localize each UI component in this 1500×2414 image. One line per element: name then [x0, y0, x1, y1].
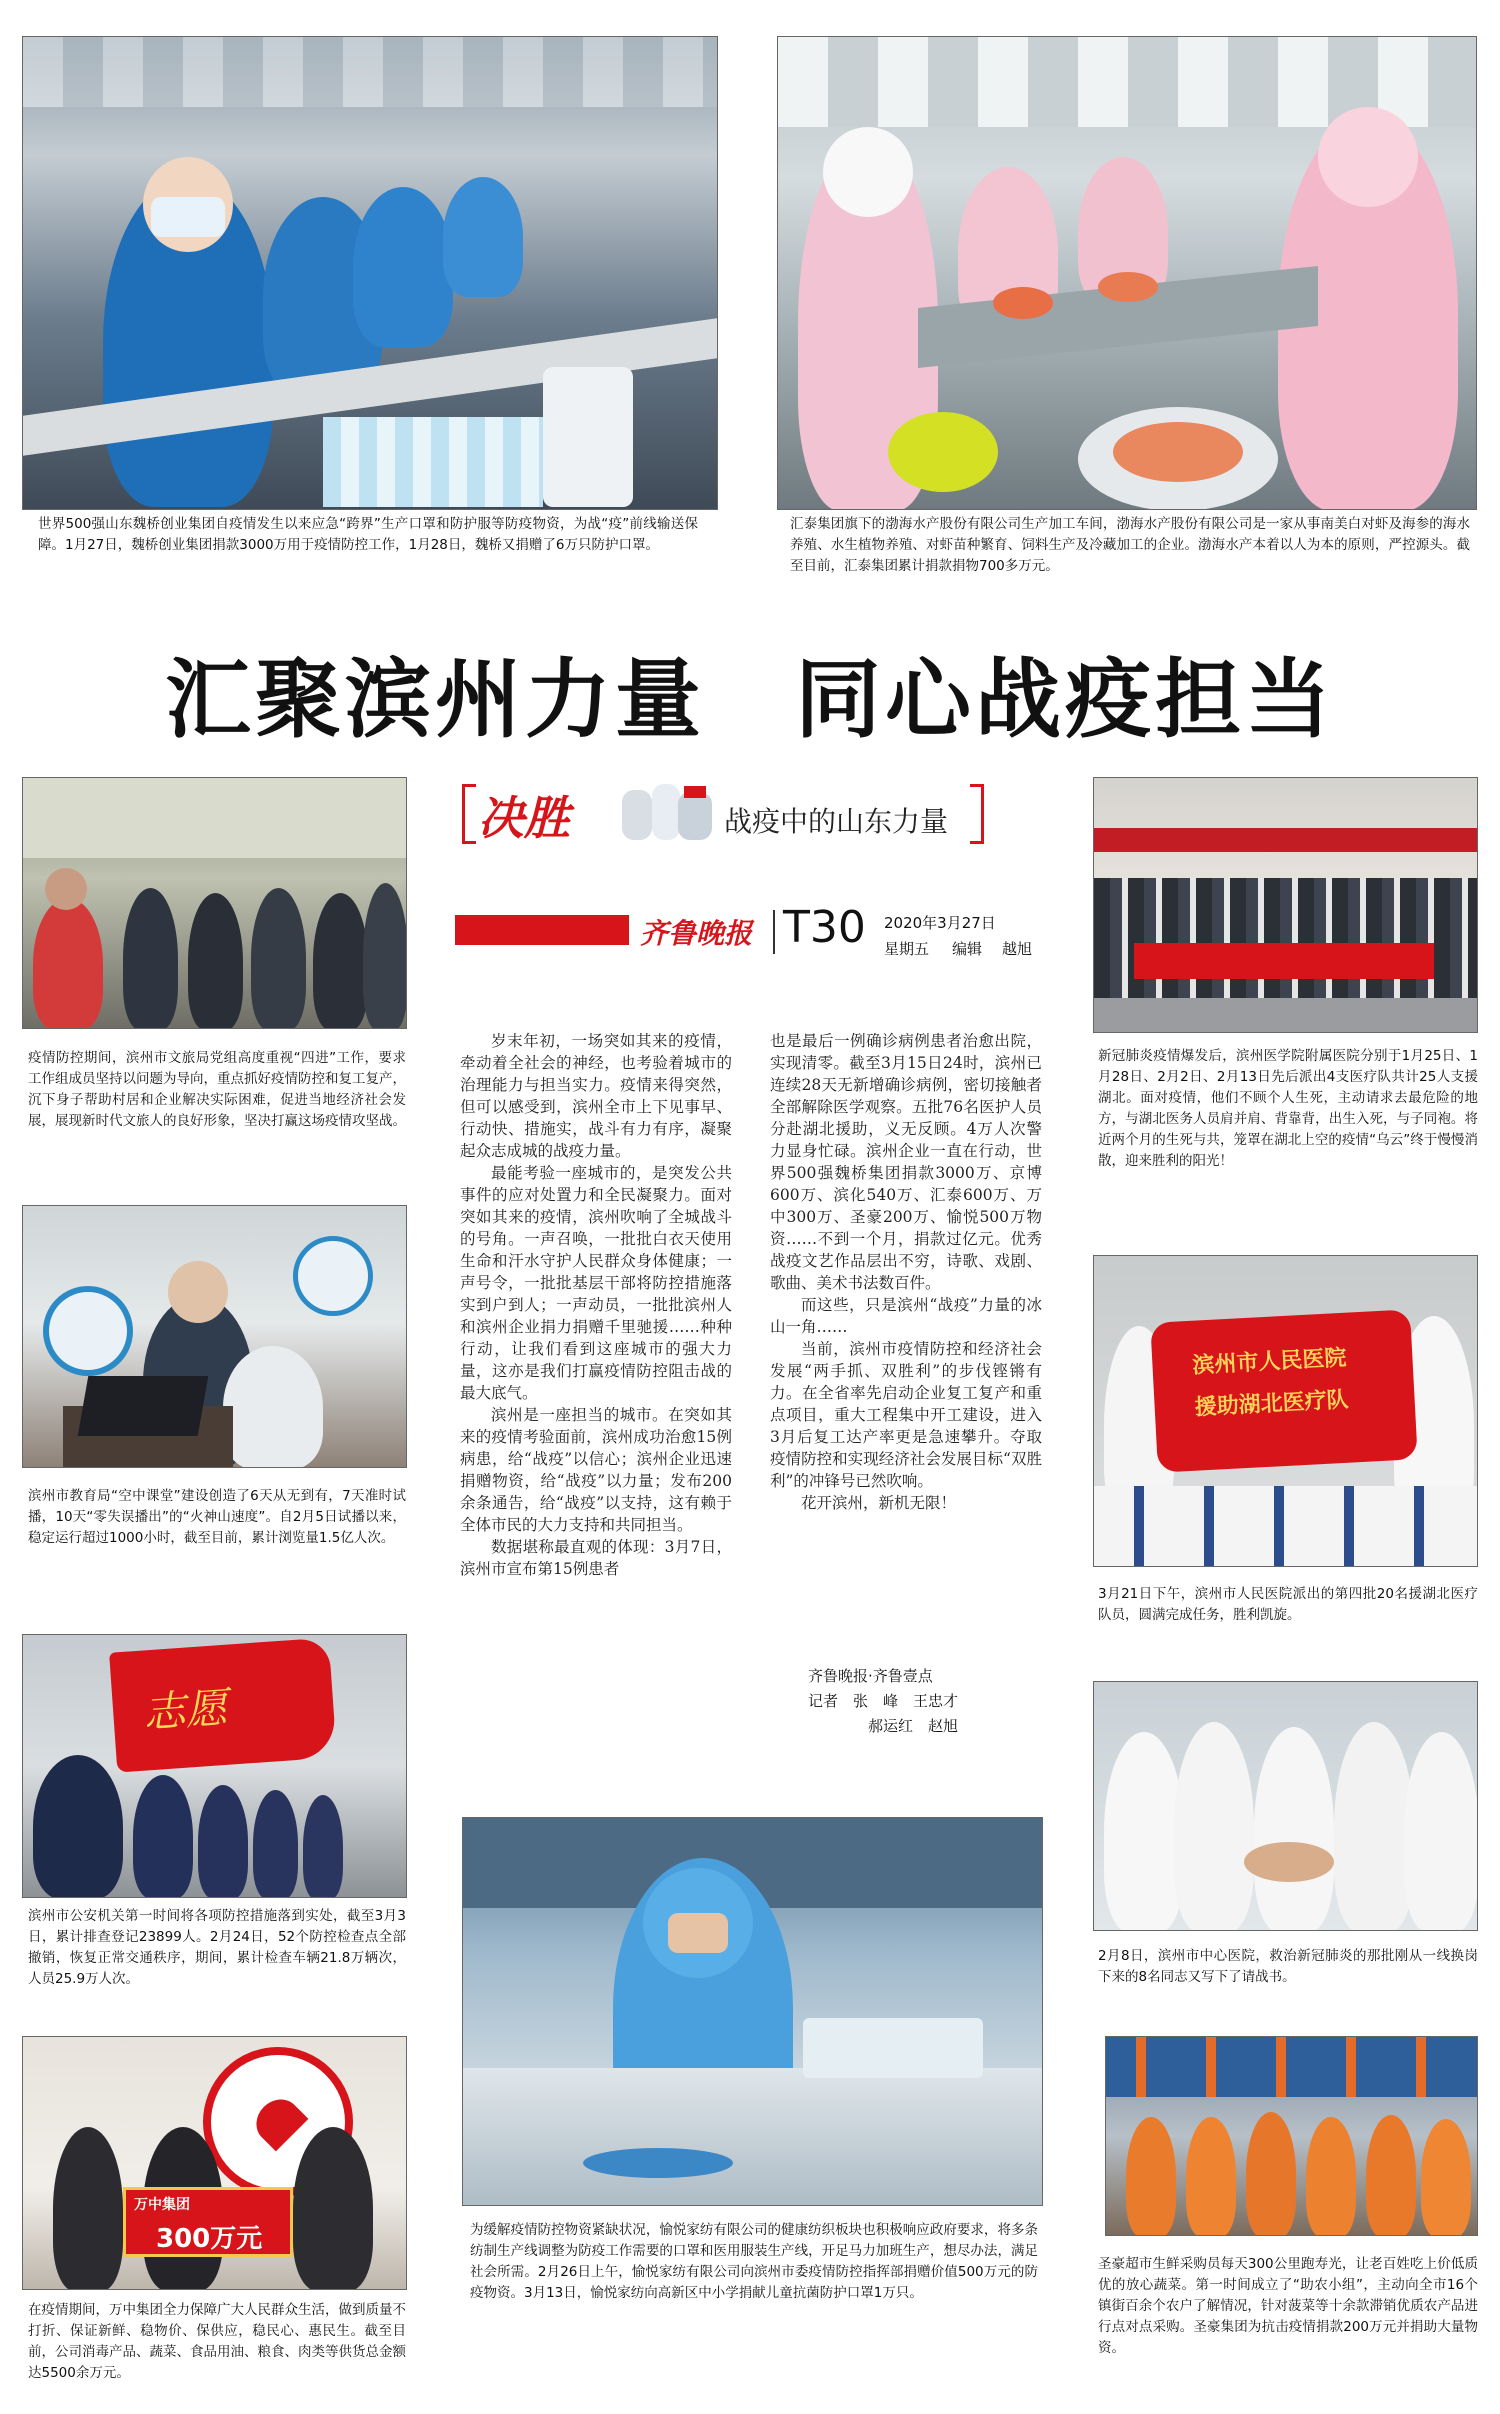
article-column-2 — [770, 1030, 1042, 1514]
photo-supermarket-staff — [1105, 2036, 1478, 2236]
photo-culture-bureau — [22, 777, 407, 1029]
masthead-divider — [773, 910, 775, 954]
photo-shrimp-processing — [777, 36, 1477, 510]
photo-cleanroom-worker — [462, 1817, 1043, 2206]
photo-mask-factory — [22, 36, 718, 510]
paper-name: 齐鲁晚报 — [640, 917, 753, 950]
banner-hospital-line2: 援助湖北医疗队 — [1194, 1387, 1350, 1421]
editor-label: 编辑 — [952, 940, 983, 958]
article-paragraph: 当前，滨州市疫情防控和经济社会发展“两手抓、双胜利”的步伐铿锵有力。在全省率先启动企业复工复产和重点项目，重大工程集中开工建设，进入3月后复工达产率更是急速攀升。夺取疫情防控和实现经济社会发展目标“双胜利”的冲锋号已然吹响。 — [770, 1340, 1042, 1490]
byline-reporters-2: 郝运红 赵旭 — [868, 1717, 959, 1735]
photo-police-volunteers — [22, 1634, 407, 1898]
caption-top-right: 汇泰集团旗下的渤海水产股份有限公司生产加工车间，渤海水产股份有限公司是一家从事南美白对虾及海参的海水养殖、水生植物养殖、对虾苗种繁育、饲料生产及冷藏加工的企业。渤海水产本着以人为本的原则，严控源头。截至目前，汇泰集团累计捐款捐物700多万元。 — [790, 516, 1470, 574]
article-paragraph: 最能考验一座城市的，是突发公共事件的应对处置力和全民凝聚力。面对突如其来的疫情，滨州吹响了全城战斗的号角。一声召唤，一批批白衣天使用生命和汗水守护人民群众身体健康；一声号令，一批批基层干部将防控措施落实到户到人；一声动员，一批批滨州人和滨州企业捐力捐赠千里驰援……种种行动，让我们看到这座城市的强大力量，这亦是我们打赢疫情防控阻击战的最大底气。 — [460, 1164, 732, 1402]
article-paragraph: 数据堪称最直观的体现：3月7日，滨州市宣布第15例患者 — [460, 1538, 732, 1578]
caption-left-1: 疫情防控期间，滨州市文旅局党组高度重视“四进”工作，要求工作组成员坚持以问题为导向，重点抓好疫情防控和复工复产，沉下身子帮助村居和企业解决实际困难，促进当地经济社会发展，展现新时代文旅人的良好形象，坚决打赢这场疫情攻坚战。 — [28, 1050, 406, 1129]
caption-right-2: 3月21日下午，滨州市人民医院派出的第四批20名援湖北医疗队员，圆满完成任务，胜利凯旋。 — [1098, 1586, 1478, 1623]
photo-hospital-return — [1093, 1255, 1478, 1567]
medic-illustration — [612, 782, 722, 844]
issue-date: 2020年3月27日 — [884, 914, 996, 932]
cheque-amount: 300万元 — [156, 2224, 263, 2254]
cheque-company: 万中集团 — [134, 2197, 190, 2213]
photo-donation-cheque — [22, 2036, 407, 2290]
article-column-1 — [460, 1030, 732, 1580]
page-number: T30 — [783, 902, 866, 953]
article-paragraph: 也是最后一例确诊病例患者治愈出院，实现清零。截至3月15日24时，滨州已连续28天无新增确诊病例，密切接触者全部解除医学观察。五批76名医护人员分赴湖北援助，义无反顾。4万人次警力显身忙碌。滨州企业一直在行动，世界500强魏桥集团捐款3000万、京博600万、滨化540万、汇泰600万、万中300万、圣豪200万、愉悦500万物资……不到一个月，捐款过亿元。优秀战疫文艺作品层出不穷，诗歌、戏剧、歌曲、美术书法数百件。 — [770, 1032, 1042, 1292]
donation-cheque — [123, 2187, 293, 2257]
photo-air-classroom — [22, 1205, 407, 1468]
series-subtitle: 战疫中的山东力量 — [724, 805, 949, 838]
photo-nurses-hands — [1093, 1681, 1478, 1931]
caption-left-4: 在疫情期间，万中集团全力保障广大人民群众生活，做到质量不打折、保证新鲜、稳物价、保供应，稳民心、惠民生。截至目前，公司消毒产品、蔬菜、食品用油、粮食、肉类等供货总金额达5500余万元。 — [28, 2302, 406, 2381]
series-banner — [462, 782, 1032, 846]
banner-hospital-line1: 滨州市人民医院 — [1191, 1345, 1348, 1379]
page-headline: 汇聚滨州力量 同心战疫担当 — [165, 650, 1335, 750]
caption-left-3: 滨州市公安机关第一时间将各项防控措施落到实处，截至3月3日，累计排查登记23899人。2月24日，52个防控检查点全部撤销，恢复正常交通秩序，期间，累计检查车辆21.8万辆次，人员25.9万人次。 — [28, 1908, 406, 1987]
article-paragraph: 岁末年初，一场突如其来的疫情，牵动着全社会的神经，也考验着城市的治理能力与担当实力。疫情来得突然，但可以感受到，滨州全市上下见事早、行动快、措施实，战斗有力有序，凝聚起众志成城的战疫力量。 — [460, 1032, 732, 1160]
byline-reporters: 记者 张 峰 王忠才 — [808, 1692, 959, 1710]
masthead-bar — [455, 915, 629, 945]
flag-text: 志愿 — [141, 1682, 229, 1738]
editor-name: 越旭 — [1002, 940, 1033, 958]
byline-outlet: 齐鲁晚报·齐鲁壹点 — [808, 1667, 933, 1685]
caption-right-1: 新冠肺炎疫情爆发后，滨州医学院附属医院分别于1月25日、1月28日、2月2日、2月13日先后派出4支医疗队共计25人支援湖北。面对疫情，他们不顾个人生死，主动请求去最危险的地方，与湖北医务人员肩并肩、背靠背，出生入死，与子同袍。将近两个月的生死与共，笼罩在湖北上空的疫情“乌云”终于慢慢消散，迎来胜利的阳光！ — [1098, 1048, 1478, 1169]
caption-top-left: 世界500强山东魏桥创业集团自疫情发生以来应急“跨界”生产口罩和防护服等防疫物资，为战“疫”前线输送保障。1月27日，魏桥创业集团捐款3000万用于疫情防控工作，1月28日，魏桥又捐赠了6万只防护口罩。 — [38, 516, 698, 553]
article-paragraph: 花开滨州，新机无限！ — [801, 1494, 957, 1512]
article-paragraph: 而这些，只是滨州“战疫”力量的冰山一角…… — [770, 1296, 1042, 1336]
series-logo: 决胜 — [478, 791, 570, 845]
caption-left-2: 滨州市教育局“空中课堂”建设创造了6天从无到有，7天准时试播，10天“零失误播出”的“火神山速度”。自2月5日试播以来，稳定运行超过1000小时，截至目前，累计浏览量1.5亿人次。 — [28, 1488, 406, 1546]
hospital-banner — [1150, 1309, 1417, 1472]
photo-medical-team-group — [1093, 777, 1478, 1033]
caption-center-bottom: 为缓解疫情防控物资紧缺状况，愉悦家纺有限公司的健康纺织板块也积极响应政府要求，将多条纺制生产线调整为防疫工作需要的口罩和医用服装生产线，开足马力加班生产，想尽办法，满足社会所需。2月26日上午，愉悦家纺有限公司向滨州市委疫情防控指挥部捐赠价值500万元的防疫物资。3月13日，愉悦家纺向高新区中小学捐献儿童抗菌防护口罩1万只。 — [470, 2222, 1038, 2301]
caption-right-3: 2月8日，滨州市中心医院，救治新冠肺炎的那批刚从一线换岗下来的8名同志又写下了请战书。 — [1098, 1948, 1478, 1985]
caption-right-4: 圣豪超市生鲜采购员每天300公里跑寿光，让老百姓吃上价低质优的放心蔬菜。第一时间成立了“助农小组”，主动向全市16个镇街百余个农户了解情况，针对菠菜等十余款滞销优质农产品进行点对点采购。圣豪集团为抗击疫情捐款200万元并捐助大量物资。 — [1098, 2256, 1478, 2356]
volunteer-flag — [109, 1637, 337, 1772]
issue-weekday: 星期五 — [884, 940, 930, 958]
article-paragraph: 滨州是一座担当的城市。在突如其来的疫情考验面前，滨州成功治愈15例病患，给“战疫”以信心；滨州企业迅速捐赠物资，给“战疫”以力量；发布200余条通告，给“战疫”以支持，这有赖于全体市民的大力支持和共同担当。 — [460, 1406, 732, 1534]
